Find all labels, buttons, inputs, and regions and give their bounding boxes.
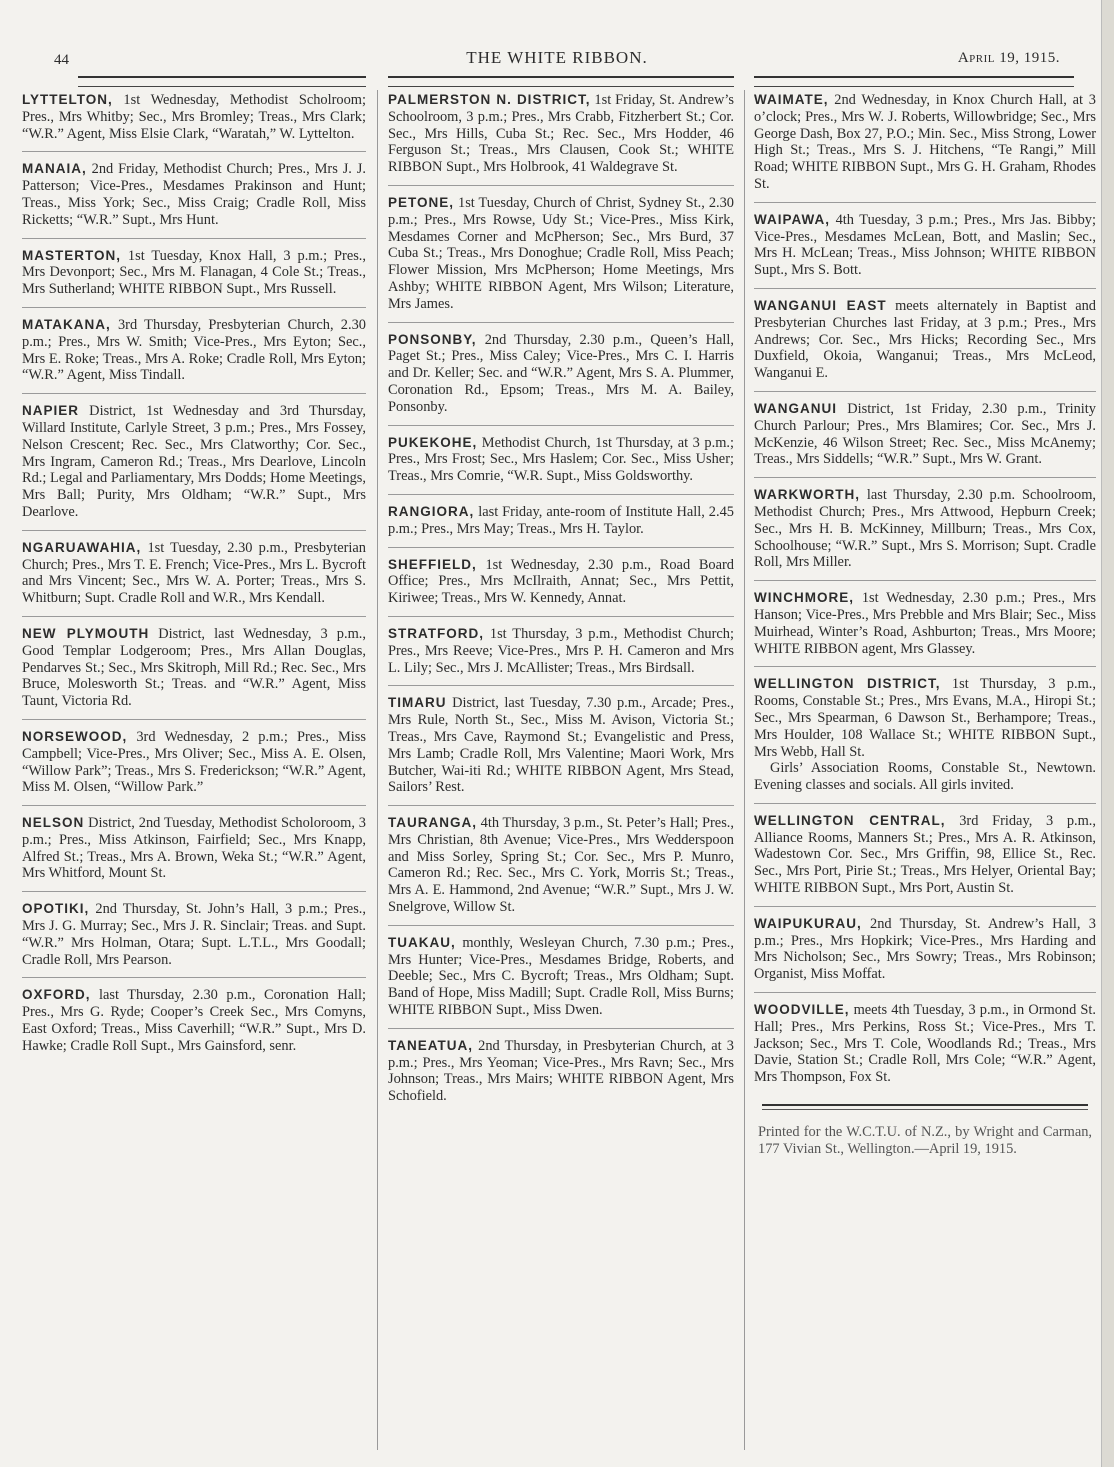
printer-imprint: Printed for the W.C.T.U. of N.Z., by Wright and Carman, 177 Vivian St., Wellington.—April 19, 1915. bbox=[758, 1124, 1092, 1157]
branch-name: MATAKANA, bbox=[22, 316, 111, 332]
branch-name: PETONE, bbox=[388, 194, 455, 210]
branch-name: WOODVILLE, bbox=[754, 1002, 850, 1018]
branch-entry bbox=[22, 626, 366, 720]
branch-entry bbox=[388, 504, 734, 548]
branch-entry bbox=[22, 161, 366, 238]
branch-entry bbox=[22, 729, 366, 806]
publication-title: THE WHITE RIBBON. bbox=[466, 48, 648, 67]
header-rule-left bbox=[78, 76, 366, 87]
branch-entry bbox=[22, 987, 366, 1063]
branch-details: 2nd Wednesday, in Knox Church Hall, at 3 o’clock; Pres., Mrs W. J. Roberts, Willowbridge; Sec., Mrs George Dash, Box 27, P.O.; Min. Sec., Miss Strong, Lower High St.; Treas., Mrs S. J. Hitchens, “Te Rangi,” Mill Road; WHITE RIBBON Supt., Mrs G. H. Graham, Rhodes St. bbox=[754, 92, 1096, 192]
branch-name: PALMERSTON N. DISTRICT, bbox=[388, 92, 591, 107]
branch-entry bbox=[388, 195, 734, 323]
header-rule-center bbox=[388, 76, 734, 87]
branch-details: meets 4th Tuesday, 3 p.m., in Ormond St. Hall; Pres., Mrs Perkins, Ross St.; Vice-Pres., Mrs T. Jackson; Sec., Mrs T. Cole, Woodlands Rd.; Treas., Mrs Davie, Station St.; Cradle Roll, Mrs Cole; “W.R.” Agent, Mrs Thompson, Fox St. bbox=[754, 1002, 1096, 1086]
header-rule-right bbox=[754, 76, 1074, 87]
branch-details: District, 1st Wednesday and 3rd Thursday, Willard Institute, Carlyle Street, 3 p.m.; Pres., Mrs Fossey, Nelson Crescent; Rec. Sec., Mrs Clatworthy; Cor. Sec., Mrs Ingram, Cameron Rd.; Treas., Mrs Dearlove, Lincoln Rd.; Legal and Parliamentary, Mrs Dodds; Home Meetings, Mrs Ball; Purity, Mrs Oldham; “W.R.” Supt., Mrs Dearlove. bbox=[22, 403, 366, 520]
branch-details: 4th Tuesday, 3 p.m.; Pres., Mrs Jas. Bibby; Vice-Pres., Mesdames McLean, Bott, and Maslin; Sec., Mrs H. McLean; Treas., Miss Johnson; WHITE RIBBON Supt., Mrs S. Bott. bbox=[754, 211, 1096, 279]
branch-details: monthly, Wesleyan Church, 7.30 p.m.; Pres., Mrs Hunter; Vice-Pres., Mesdames Bridge, Roberts, and Deeble; Sec., Mrs C. Bycroft; Treas., Mrs Oldham; Supt. Band of Hope, Miss Madill; Supt. Cradle Roll, Miss Burns; WHITE RIBBON Supt., Miss Dwen. bbox=[388, 934, 734, 1019]
end-rule bbox=[762, 1104, 1088, 1110]
branch-details: Methodist Church, 1st Thursday, at 3 p.m.; Pres., Mrs Frost; Sec., Mrs Haslem; Cor. Sec., Miss Usher; Treas., Mrs Comrie, “W.R. Supt., Miss Goldsworthy. bbox=[388, 434, 734, 485]
branch-name: OPOTIKI, bbox=[22, 901, 90, 917]
branch-name: NORSEWOOD, bbox=[22, 728, 128, 744]
branch-name: TAURANGA, bbox=[388, 815, 477, 831]
branch-name: WANGANUI EAST bbox=[754, 297, 887, 313]
branch-details: 1st Wednesday, Methodist Scholroom; Pres., Mrs Whitby; Sec., Mrs Bromley; Treas., Mrs Clark; “W.R.” Agent, Miss Elsie Clark, “Waratah,” W. Lyttelton. bbox=[22, 92, 366, 142]
branch-entry bbox=[754, 401, 1096, 478]
branch-name: WAIPAWA, bbox=[754, 211, 831, 227]
branch-details: last Friday, ante-room of Institute Hall, 2.45 p.m.; Pres., Mrs May; Treas., Mrs H. Taylor. bbox=[388, 503, 734, 537]
branch-entry bbox=[388, 92, 734, 186]
branch-entry bbox=[388, 1038, 734, 1114]
branch-entry bbox=[754, 676, 1096, 760]
branch-name: WANGANUI bbox=[754, 400, 837, 416]
branch-entry bbox=[22, 540, 366, 617]
branch-details: District, 1st Friday, 2.30 p.m., Trinity Church Parlour; Pres., Mrs Blamires; Cor. Sec., Mrs J. McKenzie, 46 Wilson Street; Rec. Sec., Miss McAnemy; Treas., Mrs Siddells; “W.R.” Supt., Mrs W. Grant. bbox=[754, 400, 1096, 468]
branch-entry bbox=[388, 935, 734, 1029]
branch-name: WELLINGTON DISTRICT, bbox=[754, 676, 941, 692]
branch-name: PUKEKOHE, bbox=[388, 434, 478, 450]
branch-entry bbox=[754, 1002, 1096, 1095]
branch-name: PONSONBY, bbox=[388, 331, 477, 347]
branch-entry bbox=[388, 626, 734, 686]
branch-details: 2nd Friday, Methodist Church; Pres., Mrs J. J. Patterson; Vice-Pres., Mesdames Prakinson and Hunt; Treas., Miss York; Sec., Miss Craig; Cradle Roll, Miss Ricketts; “W.R.” Supt., Mrs Hunt. bbox=[22, 161, 366, 228]
branch-details: 2nd Thursday, St. John’s Hall, 3 p.m.; Pres., Mrs J. G. Murray; Sec., Mrs J. R. Sinclair; Treas. and Supt. “W.R.” Mrs Holman, Otara; Supt. L.T.L., Mrs Goodall; Cradle Roll, Mrs Pearson. bbox=[22, 901, 366, 968]
branch-name: WARKWORTH, bbox=[754, 487, 860, 503]
branch-name: LYTTELTON, bbox=[22, 92, 113, 107]
branch-details: last Thursday, 2.30 p.m., Coronation Hall; Pres., Mrs G. Ryde; Cooper’s Creek Sec., Mrs Comyns, East Oxford; Treas., Miss Caverhill; “W.R.” Supt., Mrs D. Hawke; Cradle Roll Supt., Mrs Gainsford, senr. bbox=[22, 987, 366, 1054]
branch-entry bbox=[22, 901, 366, 978]
column-2 bbox=[388, 92, 734, 1123]
branch-name: NGARUAWAHIA, bbox=[22, 539, 142, 555]
branch-entry bbox=[754, 813, 1096, 907]
branch-name: WINCHMORE, bbox=[754, 590, 854, 606]
branch-entry bbox=[754, 916, 1096, 993]
branch-details: 1st Tuesday, 2.30 p.m., Presbyterian Church; Pres., Mrs T. E. French; Vice-Pres., Mrs L. Bycroft and Mrs Vincent; Sec., Mrs W. A. Porter; Treas., Mrs S. Whitburn; Supt. Cradle Roll and W.R., Mrs Kendall. bbox=[22, 539, 366, 607]
branch-entry bbox=[754, 590, 1096, 667]
branch-name: STRATFORD, bbox=[388, 625, 484, 641]
branch-entry bbox=[22, 815, 366, 892]
branch-details: 1st Thursday, 3 p.m., Rooms, Constable St.; Pres., Mrs Evans, M.A., Hiropi St.; Sec., Mrs Spearman, 6 Dawson St., Berhampore; Treas., Mrs Houlder, 108 Wallace St.; WHITE RIBBON Supt., Mrs Webb, Hall St. bbox=[754, 676, 1096, 760]
branch-entry bbox=[22, 248, 366, 308]
branch-details: 2nd Thursday, 2.30 p.m., Queen’s Hall, Paget St.; Pres., Miss Caley; Vice-Pres., Mrs C. I. Harris and Dr. Keller; Sec. and “W.R.” Agent, Mrs S. A. Plummer, Coronation Rd., Epsom; Treas., Mrs M. A. Bailey, Ponsonby. bbox=[388, 331, 734, 415]
branch-entry bbox=[22, 92, 366, 152]
branch-entry bbox=[754, 298, 1096, 392]
branch-details: District, last Tuesday, 7.30 p.m., Arcade; Pres., Mrs Rule, North St., Sec., Miss M. Avison, Victoria St.; Treas., Mrs Cave, Raymond St.; Evangelistic and Press, Mrs Lamb; Cradle Roll, Mrs Valentine; Maori Work, Mrs Butcher, Wai-iti Rd.; WHITE RIBBON Agent, Mrs Stead, Sailors’ Rest. bbox=[388, 695, 734, 796]
branch-details: District, last Wednesday, 3 p.m., Good Templar Lodgeroom; Pres., Mrs Allan Douglas, Pendarves St.; Sec., Mrs Skitroph, Mill Rd.; Rec. Sec., Mrs Bruce, Molesworth St.; Treas. and “W.R.” Agent, Miss Taunt, Victoria Rd. bbox=[22, 625, 366, 710]
branch-details: 1st Wednesday, 2.30 p.m., Road Board Office; Pres., Mrs McIlraith, Annat; Sec., Mrs Pettit, Kiriwee; Treas., Mrs W. Kennedy, Annat. bbox=[388, 556, 734, 607]
branch-entry bbox=[22, 403, 366, 531]
branch-details: 3rd Friday, 3 p.m., Alliance Rooms, Manners St.; Pres., Mrs A. R. Atkinson, Wadestown Cor. Sec., Mrs Griffin, 98, Ellice St., Rec. Sec., Mrs Port, Pirie St.; Treas., Mrs Helyer, Oriental Bay; WHITE RIBBON Supt., Mrs Port, Austin St. bbox=[754, 812, 1096, 897]
branch-entry bbox=[388, 435, 734, 495]
issue-date: April 19, 1915. bbox=[957, 50, 1060, 66]
branch-entry bbox=[754, 92, 1096, 203]
branch-name: RANGIORA, bbox=[388, 503, 475, 519]
branch-name: TUAKAU, bbox=[388, 934, 456, 950]
branch-details: 2nd Thursday, St. Andrew’s Hall, 3 p.m.; Pres., Mrs Hopkirk; Vice-Pres., Mrs Harding and Mrs Nicholson; Sec., Mrs Sowry; Treas., Mrs Robinson; Organist, Miss Moffat. bbox=[754, 915, 1096, 983]
branch-name: WELLINGTON CENTRAL, bbox=[754, 812, 946, 828]
branch-note: Girls’ Association Rooms, Constable St., Newtown. Evening classes and socials. All girls invited. bbox=[754, 760, 1096, 804]
branch-name: MASTERTON, bbox=[22, 247, 122, 263]
branch-details: 2nd Thursday, in Presbyterian Church, at 3 p.m.; Pres., Mrs Yeoman; Vice-Pres., Mrs Ravn; Sec., Mrs Johnson; Treas., Mrs Mairs; WHITE RIBBON Agent, Mrs Schofield. bbox=[388, 1037, 734, 1105]
page-header bbox=[0, 48, 1114, 72]
branch-entry bbox=[388, 815, 734, 926]
branch-details: 1st Thursday, 3 p.m., Methodist Church; Pres., Mrs Reeve; Vice-Pres., Mrs P. H. Cameron and Mrs L. Lily; Sec., Mrs J. McAllister; Treas., Mrs Birdsall. bbox=[388, 625, 734, 676]
branch-entry bbox=[388, 332, 734, 426]
branch-name: SHEFFIELD, bbox=[388, 556, 477, 572]
branch-name: WAIMATE, bbox=[754, 92, 829, 107]
branch-name: TANEATUA, bbox=[388, 1037, 473, 1053]
branch-details: 3rd Wednesday, 2 p.m.; Pres., Miss Campbell; Vice-Pres., Mrs Oliver; Sec., Miss A. E. Olsen, “Willow Park”; Treas., Mrs S. Frederickson; “W.R.” Agent, Miss M. Olsen, “Willow Park.” bbox=[22, 728, 366, 796]
branch-details: 4th Thursday, 3 p.m., St. Peter’s Hall; Pres., Mrs Christian, 8th Avenue; Vice-Pres., Mrs Wedderspoon and Miss Sorley, Spring St.; Cor. Sec., Mrs P. Munro, Cameron Rd.; Rec. Sec., Mrs C. York, Morris St.; Treas., Mrs A. E. Hammond, 2nd Avenue; “W.R.” Supt., Mrs J. W. Snelgrove, Willow St. bbox=[388, 815, 734, 916]
branch-name: NELSON bbox=[22, 815, 85, 831]
branch-entry bbox=[388, 695, 734, 806]
branch-entry bbox=[754, 487, 1096, 581]
branch-details: 1st Tuesday, Knox Hall, 3 p.m.; Pres., Mrs Devonport; Sec., Mrs M. Flanagan, 4 Cole St.; Treas., Mrs Sutherland; WHITE RIBBON Supt., Mrs Russell. bbox=[22, 247, 366, 298]
branch-details: District, 2nd Tuesday, Methodist Scholoroom, 3 p.m.; Pres., Miss Atkinson, Fairfield; Sec., Mrs Knapp, Alfred St.; Treas., Mrs A. Brown, Weka St.; “W.R.” Agent, Mrs Whitford, Mount St. bbox=[22, 815, 366, 882]
column-divider bbox=[744, 90, 745, 1450]
branch-details: 1st Wednesday, 2.30 p.m.; Pres., Mrs Hanson; Vice-Pres., Mrs Prebble and Mrs Blair; Sec., Miss Muirhead, Winter’s Road, Ashburton; Treas., Mrs Moore; WHITE RIBBON agent, Mrs Glassey. bbox=[754, 590, 1096, 657]
branch-name: NAPIER bbox=[22, 403, 80, 419]
branch-details: 1st Tuesday, Church of Christ, Sydney St., 2.30 p.m.; Pres., Mrs Rowse, Udy St.; Vice-Pres., Miss Kirk, Mesdames Corner and McPherson; Sec., Mrs Burd, 37 Cuba St.; Treas., Mrs Donoghue; Cradle Roll, Miss Peach; Flower Mission, Mrs McPherson; Home Meetings, Mrs Ashby; WHITE RIBBON Agent, Mrs Wilson; Literature, Mrs James. bbox=[388, 194, 734, 312]
branch-entry bbox=[754, 212, 1096, 289]
column-divider bbox=[377, 90, 378, 1450]
branch-name: MANAIA, bbox=[22, 161, 87, 177]
page-number: 44 bbox=[54, 52, 69, 68]
branch-details: 3rd Thursday, Presbyterian Church, 2.30 p.m.; Pres., Mrs W. Smith; Vice-Pres., Mrs Eyton; Sec., Mrs E. Roke; Treas., Mrs A. Roke; Cradle Roll, Mrs Eyton; “W.R.” Agent, Miss Tindall. bbox=[22, 316, 366, 384]
branch-details: 1st Friday, St. Andrew’s Schoolroom, 3 p.m.; Pres., Mrs Crabb, Fitzherbert St.; Cor. Sec., Mrs Hills, Cuba St.; Rec. Sec., Mrs Hodder, 46 Ferguson St.; Treas., Mrs Clausen, Cook St.; WHITE RIBBON Supt., Mrs Holbrook, 41 Waldegrave St. bbox=[388, 92, 734, 176]
branch-name: OXFORD, bbox=[22, 987, 91, 1003]
branch-details: last Thursday, 2.30 p.m. Schoolroom, Methodist Church; Pres., Mrs Attwood, Hepburn Creek; Sec., Mrs H. B. McKinney, Millburn; Treas., Mrs Cox, Schoolhouse; “W.R.” Supt., Mrs S. Morrison; Supt. Cradle Roll, Mrs Miller. bbox=[754, 487, 1096, 571]
branch-details: meets alternately in Baptist and Presbyterian Churches last Friday, at 3 p.m.; Pres., Mrs Andrews; Cor. Sec., Mrs Hicks; Recording Sec., Mrs Duxfield, Okoia, Wanganui; Treas., Mrs McLeod, Wanganui E. bbox=[754, 297, 1097, 382]
column-3 bbox=[754, 92, 1096, 1158]
branch-name: TIMARU bbox=[388, 695, 447, 711]
column-1 bbox=[22, 92, 366, 1073]
page-edge bbox=[1101, 0, 1114, 1467]
branch-name: NEW PLYMOUTH bbox=[22, 625, 150, 641]
branch-entry bbox=[22, 317, 366, 394]
branch-name: WAIPUKURAU, bbox=[754, 915, 862, 931]
branch-entry bbox=[388, 557, 734, 617]
